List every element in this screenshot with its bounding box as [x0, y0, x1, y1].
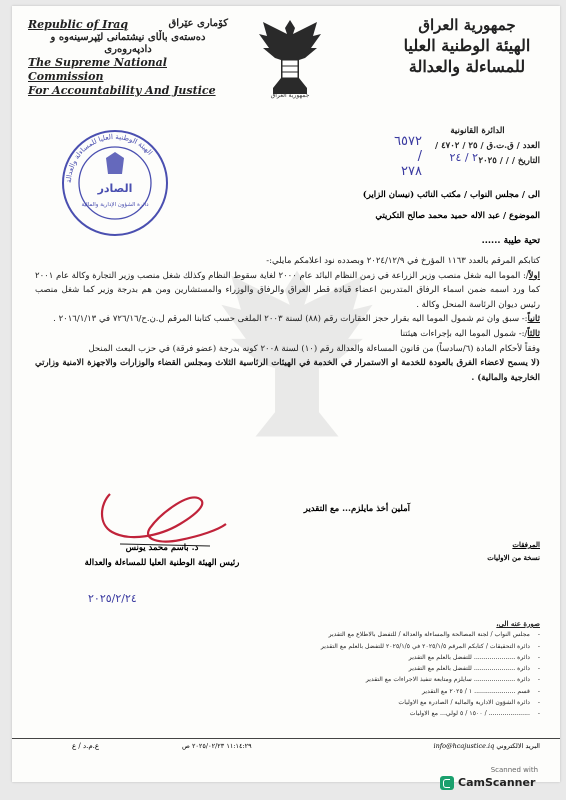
body-paragraph-5 — [35, 356, 540, 385]
arabic-header-line2: الهيئة الوطنية العليا — [403, 36, 531, 55]
signatory-title: رئيس الهيئة الوطنية العليا للمساءلة والعدالة — [84, 558, 240, 568]
list-item: -دائرة ..................... سايلزم ومتابعة تنفيذ الاجراءات مع التقدير — [365, 676, 540, 684]
emblem-caption: جمهورية العراق — [270, 92, 310, 99]
arabic-header-line1: جمهورية العراق — [418, 16, 516, 34]
body-intro: كتابكم المرقم بالعدد ١١٦٣ المؤرخ في ٢٠٢٤/١٢/٩ وبصدده نود اعلامكم مايلي:- — [266, 256, 540, 266]
attachments-item: نسخة من الاوليات — [487, 553, 540, 562]
list-item: -دائرة التحقيقات / كتابكم المرقم ٢٠٢٥/١/٥ في ٢٠٢٥/١/٥ للتفضل بالعلم مع التقدير — [320, 642, 540, 650]
scanned-with-label: Scanned with — [490, 766, 538, 774]
body-paragraph-4: وفقاً لأحكام المادة (٦/سادساً) من قانون المساءلة والعدالة رقم (١٠) لسنة ٢٠٠٨ كونه بدرجة (عضو فرقة) في حزب البعث المنحل — [88, 343, 540, 354]
document-page — [12, 6, 560, 782]
camscanner-badge — [440, 766, 560, 796]
footer-code: ع.م.د / ع — [72, 742, 100, 750]
footer-divider — [12, 738, 560, 739]
body-paragraph-1 — [35, 269, 540, 313]
arabic-header-line3: للمساءلة والعدالة — [408, 57, 526, 76]
letter-date: التاريخ / / / ٢٠٢٥ — [478, 156, 540, 166]
p2-text: :- سبق وان تم شمول الموما اليه بقرار حجز العقارات رقم (٨٨) لسنة ٢٠٠٣ الملغى حسب كتابنا المرقم ل.ن.ح/٧٢٦/١٦ في ٢٠١٦/١/١٣ . — [53, 314, 528, 325]
body-paragraph-2 — [35, 312, 540, 327]
p1-label: اولاً — [528, 270, 540, 281]
stamp-ring-text: الهيئة الوطنية العليا للمساءلة والعدالة — [64, 132, 154, 184]
camscanner-logo-icon — [440, 776, 454, 790]
handwritten-number: ٦٥٧٢ / ٢٧٨ — [394, 134, 422, 179]
arabic-letterhead — [392, 16, 542, 76]
signatory-name: د. باسم محمد يونس — [125, 543, 199, 553]
list-item: -دائرة ..................... للتفضل بالعلم مع التقدير — [408, 665, 540, 673]
p3-label: ثالثاً — [527, 328, 540, 339]
stamp-center-text: الصادر — [97, 182, 133, 195]
subject-line: الموضوع / عبد الاله حميد محمد صالح التكريتي — [375, 211, 540, 221]
handwritten-sign-date: ٢٠٢٥/٢/٢٤ — [88, 592, 137, 605]
signature-block — [72, 541, 252, 571]
camscanner-name: CamScanner — [458, 776, 536, 789]
kurdish-english-letterhead — [28, 18, 228, 98]
english-header-line2: For Accountability And Justice — [28, 84, 216, 97]
kurdish-header-line2: دەستەی باڵای نیشتمانی لێپرسینەوە و دادپەروەری — [50, 32, 206, 55]
list-item: -قسم ..................... ١ / ٢٠٢٥ مع التقدير — [421, 687, 540, 695]
stamp-bottom-text: دائرة الشؤون الإدارية والمالية — [81, 202, 149, 208]
p5-text: (لا يسمح لاعضاء الفرق بالعودة للخدمة او الاستمرار في الخدمة في الهيئات الرئاسية الثلاث ومجلس القضاء والوزارات والاجهزة الامنية وزارتي الخارجية والمالية) . — [35, 358, 540, 383]
copies-title: صورة عنه الى، — [496, 619, 540, 628]
letter-meta — [394, 124, 540, 179]
footer-email — [433, 742, 540, 750]
footer-timestamp: ١١:١٤:٢٩ ٢٠٢٥/٠٢/٢٣ ص — [182, 742, 252, 750]
p1-text: /: الموما اليه شغل منصب وزير الزراعة في زمن النظام البائد عام ٢٠٠٠ لغاية سقوط النظام وكذلك شغل منصب وزير التجارة وكالة عام ٢٠٠١ كما ورد اسمه ضمن اسماء الرفاق المتدربين اعضاء قيادة قطر العراق والرفاق والوزراء والمستشارين ومن هم بدرجة وزير كما شغل منصب رئيس ديوان الرئاسة المنحل وكالة . — [35, 270, 540, 310]
p2-label: ثانياً — [527, 314, 540, 325]
eagle-emblem-icon — [255, 14, 325, 96]
kurdish-republic: كۆماری عێراق — [168, 18, 228, 29]
closing-line: آملين أخذ مايلزم... مع التقدير — [303, 504, 410, 514]
list-item: -مجلس النواب / لجنة المصالحة والمساءلة والعدالة / للتفضل بالاطلاع مع التقدير — [328, 631, 540, 639]
header-top-row — [28, 18, 228, 32]
letter-number: العدد / ق.ت.ق / ٢٥ / ٤٧٠٢ / — [435, 141, 540, 151]
letter-body — [35, 254, 540, 385]
email-address: info@hcajustice.iq — [433, 742, 495, 750]
attachments — [487, 538, 540, 564]
attachments-label: المرفقات — [512, 540, 540, 549]
official-stamp-icon — [60, 128, 170, 238]
handwritten-date: ٢ / ٢٤ — [449, 151, 478, 164]
copies-list — [35, 618, 540, 720]
email-label: البريد الالكتروني — [496, 742, 540, 750]
english-header-line1: The Supreme National Commission — [28, 56, 167, 83]
body-paragraph-3 — [35, 327, 540, 342]
department-label: الدائرة القانونية — [450, 126, 505, 136]
list-item: -..................... / ١٥٠٠ / ٥ لولي... مع الاوليات — [409, 710, 540, 718]
p3-text: /:- شمول الموما اليه بإجراءات هيئتنا — [400, 328, 528, 339]
list-item: -دائرة الشؤون الادارية والمالية / الصادرة مع الاوليات — [398, 699, 540, 707]
greeting: تحية طيبة ...... — [481, 236, 540, 246]
recipient-line: الى / مجلس النواب / مكتب النائب (نيسان الزاير) — [362, 190, 540, 200]
list-item: -دائرة ..................... للتفضل بالعلم مع التقدير — [408, 653, 540, 661]
english-republic: Republic of Iraq — [28, 18, 129, 31]
